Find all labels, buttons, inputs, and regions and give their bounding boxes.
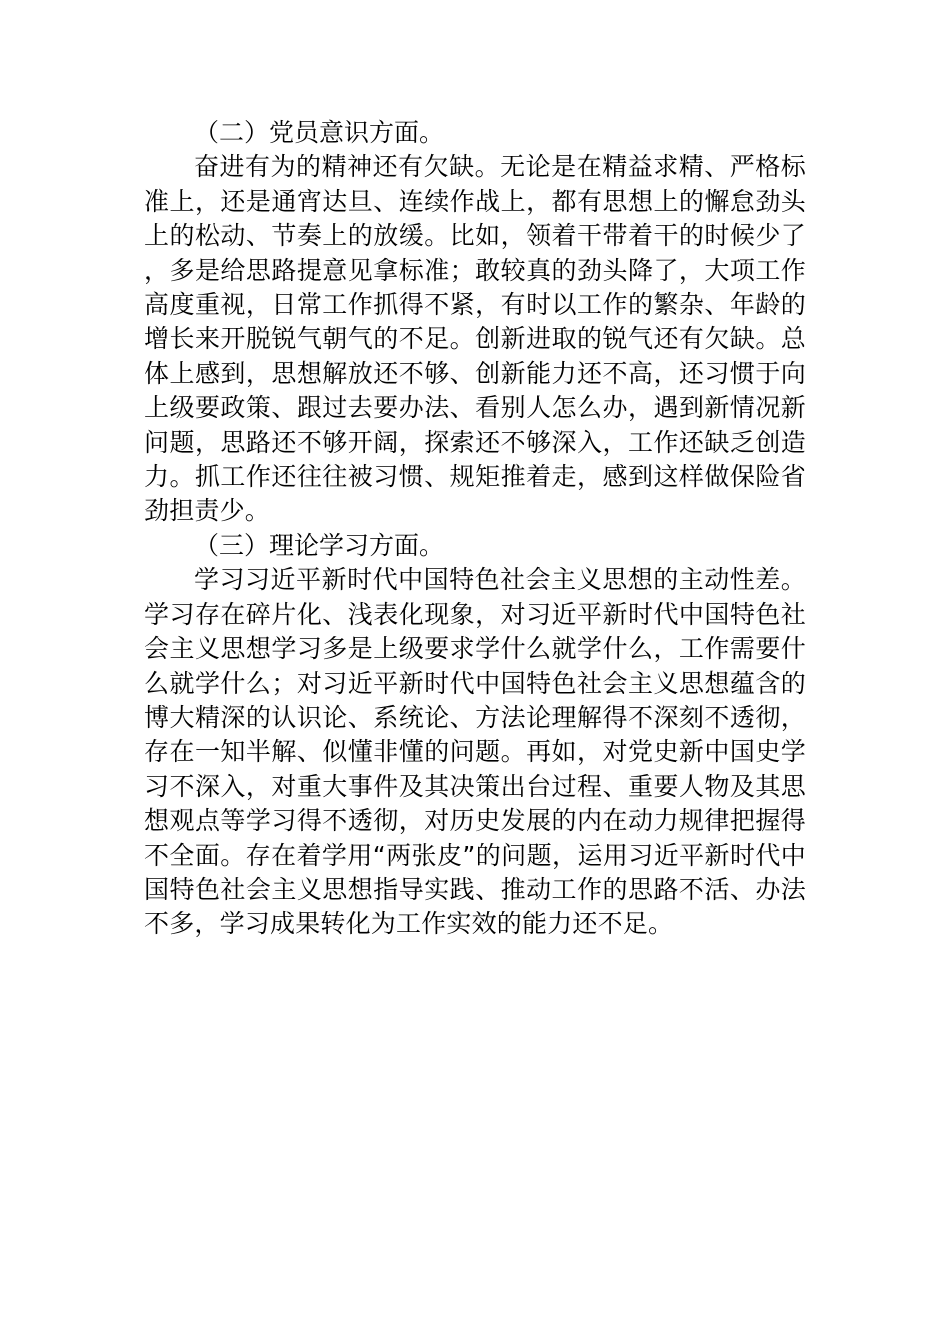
section-body-theory-study: 学习习近平新时代中国特色社会主义思想的主动性差。学习存在碎片化、浅表化现象，对习近平新时代中国特色社会主义思想学习多是上级要求学什么就学什么，工作需要什么就学什么；对习近平新时代中国特色社会主义思想蕴含的博大精深的认识论、系统论、方法论理解得不深刻不透彻，存在一知半解、似懂非懂的问题。再如，对党史新中国史学习不深入，对重大事件及其决策出台过程、重要人物及其思想观点等学习得不透彻，对历史发展的内在动力规律把握得不全面。存在着学用“两张皮”的问题，运用习近平新时代中国特色社会主义思想指导实践、推动工作的思路不活、办法不多，学习成果转化为工作实效的能力还不足。: [144, 565, 806, 939]
section-heading-theory-study: （三）理论学习方面。: [194, 530, 445, 560]
section-body-party-awareness: 奋进有为的精神还有欠缺。无论是在精益求精、严格标准上，还是通宵达旦、连续作战上，都有思想上的懈怠劲头上的松动、节奏上的放缓。比如，领着干带着干的时候少了，多是给思路提意见拿标准；敢较真的劲头降了，大项工作高度重视，日常工作抓得不紧，有时以工作的繁杂、年龄的增长来开脱锐气朝气的不足。创新进取的锐气还有欠缺。总体上感到，思想解放还不够、创新能力还不高，还习惯于向上级要政策、跟过去要办法、看别人怎么办，遇到新情况新问题，思路还不够开阔，探索还不够深入，工作还缺乏创造力。抓工作还往往被习惯、规矩推着走，感到这样做保险省劲担责少。: [144, 152, 806, 526]
document-page: [144, 116, 806, 942]
section-heading-party-awareness: （二）党员意识方面。: [194, 118, 445, 147]
